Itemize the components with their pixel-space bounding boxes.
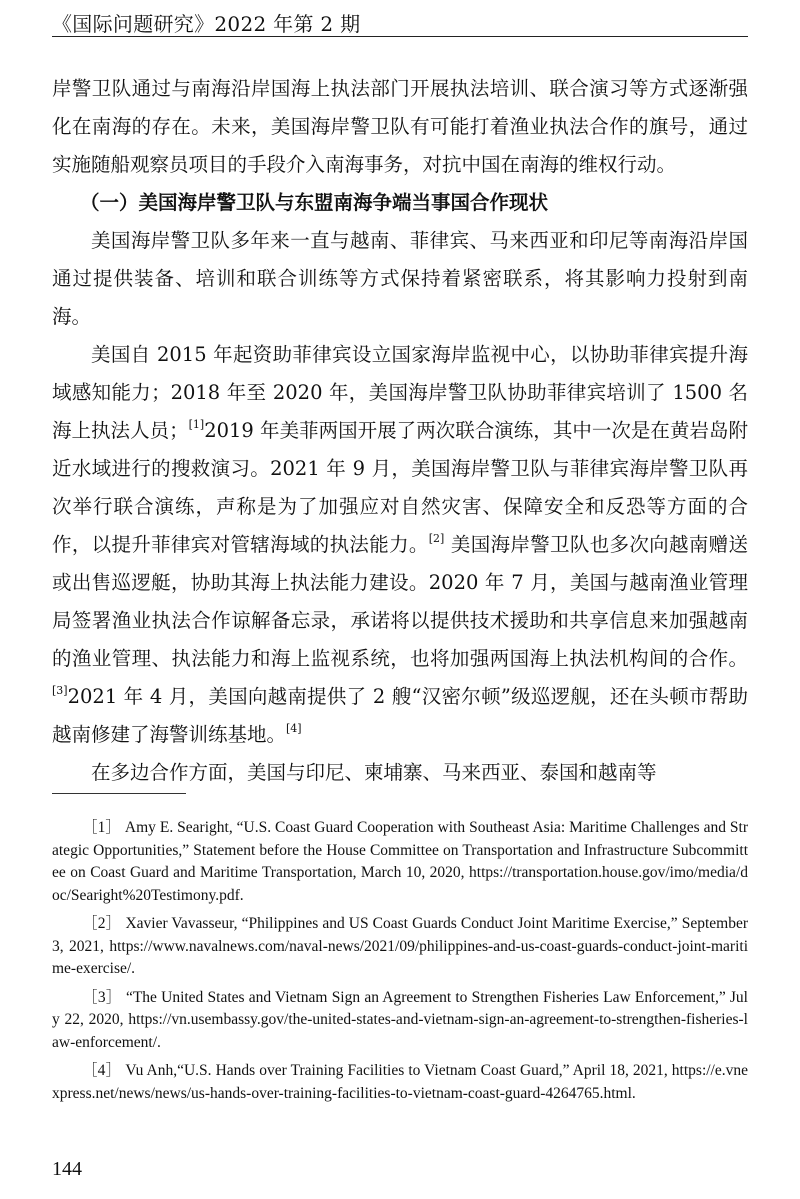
journal-title: 《国际问题研究》2022 年第 2 期 [52,12,361,36]
footnote-ref-4[interactable]: [4] [286,722,302,735]
article-body [52,70,748,792]
footnote-1: ［1］ Amy E. Searight, “U.S. Coast Guard Cooperation with Southeast Asia: Maritime Challenges and Strategic Opportunities,” Statement before the House Committee on Transportation and Infrastructure Subcommittee on Coast Guard and Maritime Transportation, March 10, 2020, https://transportation.house.gov/imo/media/doc/Searight%20Testimony.pdf. [52,819,748,904]
footnote-2: ［2］ Xavier Vavasseur, “Philippines and US Coast Guards Conduct Joint Maritime Exercise,” September 3, 2021, https://www.navalnews.com/naval-news/2021/09/philippines-and-us-coast-guards-conduct-joint-maritime-exercise/. [52,915,748,977]
footnote-ref-1[interactable]: [1] [188,418,205,431]
footnote-4: ［4］ Vu Anh,“U.S. Hands over Training Facilities to Vietnam Coast Guard,” April 18, 2021, https://e.vnexpress.net/news/news/us-hands-over-training-facilities-to-vietnam-coast-guard-4264765.html. [52,1062,748,1102]
para3-sentence-3: 美国海岸警卫队也多次向越南赠送或出售巡逻艇，协助其海上执法能力建设。2020 年 7 月，美国与越南渔业管理局签署渔业执法合作谅解备忘录，承诺将以提供技术援助和共享信息来加强越南的渔业管理、执法能力和海上监视系统，也将加强两国海上执法机构间的合作。 [52,533,748,670]
running-header [52,6,748,37]
footnote-ref-3[interactable]: [3] [52,684,68,697]
para3-sentence-1: 美国自 2015 年起资助菲律宾设立国家海岸监视中心，以协助菲律宾提升海域感知能力；2018 年至 2020 年，美国海岸警卫队协助菲律宾培训了 1500 名海上执法人员； [52,343,748,442]
footnote-3: ［3］ “The United States and Vietnam Sign an Agreement to Strengthen Fisheries Law Enforcement,” July 22, 2020, https://vn.usembassy.gov/the-united-states-and-vietnam-sign-an-agreement-to-strengthen-fisheries-law-enforcement/. [52,988,748,1051]
paragraph-2: 美国海岸警卫队多年来一直与越南、菲律宾、马来西亚和印尼等南海沿岸国通过提供装备、培训和联合训练等方式保持着紧密联系，将其影响力投射到南海。 [52,229,748,328]
page-number: 144 [52,1158,82,1180]
paragraph-4: 在多边合作方面，美国与印尼、柬埔寨、马来西亚、泰国和越南等 [91,761,657,784]
paragraph-intro: 岸警卫队通过与南海沿岸国海上执法部门开展执法培训、联合演习等方式逐渐强化在南海的存在。未来，美国海岸警卫队有可能打着渔业执法合作的旗号，通过实施随船观察员项目的手段介入南海事务，对抗中国在南海的维权行动。 [52,77,748,176]
paragraph-3 [52,336,748,754]
section-heading: （一）美国海岸警卫队与东盟南海争端当事国合作现状 [80,191,549,214]
footnote-ref-2[interactable]: [2] [428,532,445,545]
footnote-divider [52,793,186,794]
para3-sentence-2: 2019 年美菲两国开展了两次联合演练，其中一次是在黄岩岛附近水域进行的搜救演习。2021 年 9 月，美国海岸警卫队与菲律宾海岸警卫队再次举行联合演练，声称是为了加强应对自然灾害、保障安全和反恐等方面的合作，以提升菲律宾对管辖海域的执法能力。 [52,419,748,556]
para3-sentence-4: 2021 年 4 月，美国向越南提供了 2 艘“汉密尔顿”级巡逻舰，还在头顿市帮助越南修建了海警训练基地。 [52,685,748,746]
footnotes [52,817,748,1111]
